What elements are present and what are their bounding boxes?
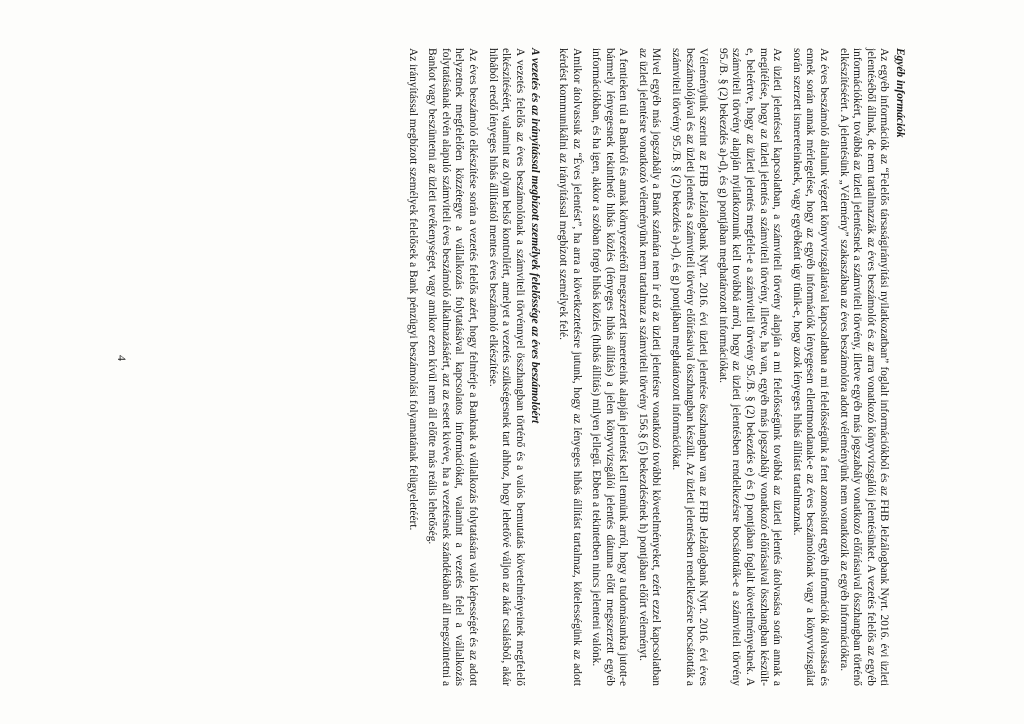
paragraph: Amikor átolvassuk az “Éves jelentést”, ha arra a következtetésre jutunk, hogy az lényeges hibás állítást tartalmaz, kötelességünk az adott kérdést kommunikálni az irányítással megbízott személyek felé. — [556, 48, 583, 686]
text-column — [399, 48, 906, 686]
paragraph: Az egyéb információk az “Felelős társaságirányítási nyilatkozatban” foglalt információkból és az FHB Jelzálogbank Nyrt. 2016. évi üzleti jelentéséből állnak, de nem tartalmazzák az éves beszámolót és az arra vonatkozó könyvvizsgálói jelentésünket. A vezetés felelős az egyéb információkért, továbbá az üzleti jelentésnek a számviteli törvény, illetve egyéb más jogszabály vonatkozó előírásaival összhangban történő elkészítéséért. A jelentésünk „Vélemény” szakaszában az éves beszámolóra adott véleményünk nem vonatkozik az egyéb információkra. — [837, 48, 891, 686]
paragraph: Az irányítással megbízott személyek felelősek a Bank pénzügyi beszámolási folyamatának felügyeletéért. — [406, 48, 419, 531]
paragraph: Véleményünk szerint az FHB Jelzálogbank Nyrt. 2016. évi üzleti jelentése összhangban van az FHB Jelzálogbank Nyrt. 2016. évi éves beszámolójával és az üzleti jelentés a számviteli törvény előírásaival összhangban készült. Az üzleti jelentésben rendelkezésre bocsátották a számviteli törvény 95./B. § (2) bekezdés a)-d), és g) pontjában meghatározott információkat. — [670, 48, 710, 686]
section-title-management-responsibility: A vezetés és az irányítással megbízott személyek felelőssége az éves beszámolóért — [529, 48, 542, 424]
section-title-other-information: Egyéb információk — [894, 48, 906, 138]
paragraph: A vezetés felelős az éves beszámolónak a számviteli törvénnyel összhangban történő és a valós bemutatás követelményeinek megfelelő elkészítéséért, valamint az olyan belső kontrollért, amelyet a vezetés szükségesnek tart ahhoz, hogy lehetővé váljon az akár csalásból, akár hibából eredő lényeges hibás állítástól mentes éves beszámoló elkészítése. — [486, 48, 526, 686]
page-number: 4 — [115, 355, 129, 361]
paragraph: Az éves beszámoló elkészítése során a vezetés felelős azért, hogy felmérje a Banknak a vállalkozás folytatására való képességét és az adott helyzetnek megfelelően közzétegye a vállalkozás folytatásával kapcsolatos információkat, valamint a vezetés felel a vállalkozás folytatásának elvén alapuló számviteli éves beszámoló alkalmazásáért, azt az esetet kivéve, ha a vezetésnek szándékában áll megszüntetni a Bankot vagy beszüntetni az üzleti tevékenységet, vagy amikor ezen kívül nem áll előtte más reális lehetőség. — [426, 48, 479, 686]
paragraph: Az éves beszámoló általunk végzett könyvvizsgálatával kapcsolatban a mi felelősségünk a fent azonosított egyéb információk átolvasása és ennek során annak mérlegelése, hogy az egyéb információk lényegesen ellentmondanak-e az éves beszámolónak vagy a könyvvizsgálat során szerzett ismereteinknek, vagy egyébként úgy tűnik-e, hogy azok lényeges hibás állítást tartalmaznak. — [790, 48, 831, 686]
paragraph: Az üzleti jelentéssel kapcsolatban, a számviteli törvény alapján a mi felelősségünk továbbá az üzleti jelentés átolvasása során annak a megítélése, hogy az üzleti jelentés a számviteli törvény, illetve, ha van, egyéb más jogszabály vonatkozó előírásaival összhangban készült-e, beleértve, hogy az üzleti jelentés megfelel-e a számviteli törvény 95./B. § (2) bekezdés e) és f) pontjában foglalt követelményeknek. A számviteli törvény alapján nyilatkoznunk kell továbbá arról, hogy az üzleti jelentésben rendelkezésre bocsátották-e a számviteli törvény 95./B. § (2) bekezdés a)-d), és g) pontjában meghatározott információkat. — [716, 48, 784, 686]
paragraph: Mivel egyéb más jogszabály a Bank számára nem ír elő az üzleti jelentésre vonatkozó további követelményeket, ezért ezzel kapcsolatban az üzleti jelentésre vonatkozó véleményünk nem tartalmaz a számviteli törvény 156.§ (5) bekezdésének h) pontjában előírt véleményt. — [636, 48, 663, 686]
paragraph: A fentieken túl a Bankról és annak környezetéről megszerzett ismereteink alapján jelentést kell tennünk arról, hogy a tudomásunkra jutott-e bármely lényegesnek tekinthető hibás közlés (lényeges hibás állítás) a jelen könyvvizsgálói jelentés dátuma előtt megszerzett egyéb információkban, és ha igen, akkor a szóban forgó hibás közlés (hibás állítás) milyen jellegű. Ebben a tekintetben nincs jelenteni valónk. — [590, 48, 630, 686]
